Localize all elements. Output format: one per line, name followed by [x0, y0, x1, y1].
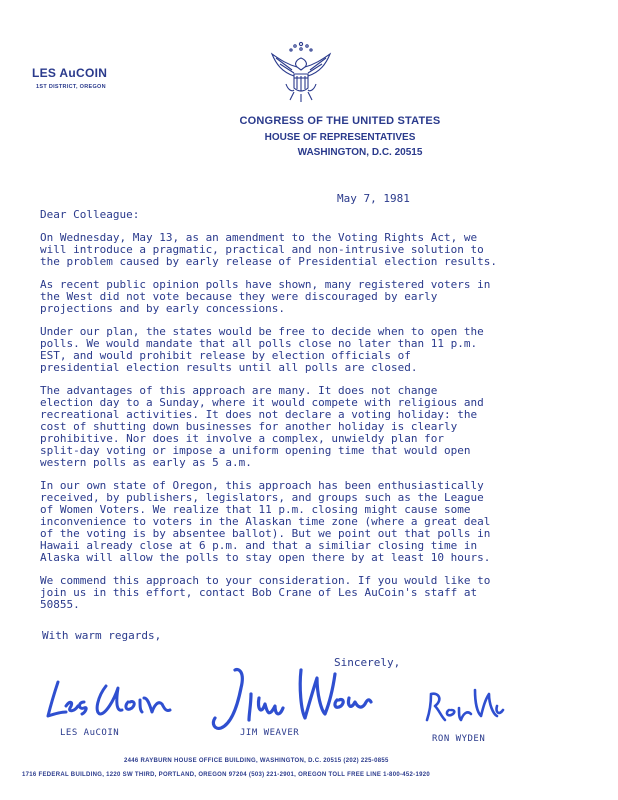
- eagle-seal-icon: [264, 34, 338, 108]
- letterhead: [200, 115, 480, 158]
- sender-name: LES AuCOIN: [32, 66, 108, 80]
- paragraph: [40, 326, 610, 374]
- paragraph-line: western polls as early as 5 a.m.: [40, 456, 252, 469]
- paragraph-line: the West did not vote because they were discouraged by early: [40, 290, 438, 303]
- letter-body: [40, 209, 610, 611]
- sender-district: 1ST DISTRICT, OREGON: [36, 84, 106, 90]
- paragraph-line: prohibitive. Nor does it involve a complex, unwieldy plan for: [40, 432, 444, 445]
- signature-wyden: [425, 686, 505, 726]
- signer-name-weaver: JIM WEAVER: [240, 728, 300, 738]
- signer-name-aucoin: LES AuCOIN: [60, 728, 120, 738]
- paragraph-line: of Women Voters. We realize that 11 p.m. closing might cause some: [40, 503, 471, 516]
- sender-block: [32, 66, 107, 90]
- paragraph-line: election day to a Sunday, where it would compete with religious and: [40, 396, 484, 409]
- paragraph-line: In our own state of Oregon, this approach has been enthusiastically: [40, 479, 484, 492]
- letter-date: May 7, 1981: [337, 192, 410, 205]
- paragraph-line: polls. We would mandate that all polls close no later than 11 p.m.: [40, 337, 478, 350]
- paragraph-line: We commend this approach to your consideration. If you would like to: [40, 574, 491, 587]
- paragraph-line: recreational activities. It does not declare a voting holiday: the: [40, 408, 478, 421]
- salutation: Dear Colleague:: [40, 208, 140, 221]
- paragraph: [40, 575, 610, 611]
- paragraph-line: Under our plan, the states would be free to decide when to open the: [40, 325, 484, 338]
- letterhead-congress: CONGRESS OF THE UNITED STATES: [239, 115, 441, 127]
- paragraph-line: The advantages of this approach are many. It does not change: [40, 384, 438, 397]
- paragraph-line: will introduce a pragmatic, practical and non-intrusive solution to: [40, 243, 484, 256]
- signer-name-wyden: RON WYDEN: [432, 734, 486, 744]
- paragraph-line: projections and by early concessions.: [40, 302, 286, 315]
- paragraph-line: of the voting is by absentee ballot). But we point out that polls in: [40, 527, 491, 540]
- paragraph-line: presidential election results until all polls are closed.: [40, 361, 418, 374]
- paragraph-line: cost of shutting down businesses for another holiday is clearly: [40, 420, 458, 433]
- paragraph-line: received, by publishers, legislators, and groups such as the League: [40, 491, 484, 504]
- paragraph-line: 50855.: [40, 598, 80, 611]
- paragraph-line: As recent public opinion polls have shown, many registered voters in: [40, 278, 491, 291]
- paragraph-line: join us in this effort, contact Bob Crane of Les AuCoin's staff at: [40, 586, 478, 599]
- paragraph-line: Hawaii already close at 6 p.m. and that a similiar closing time in: [40, 539, 478, 552]
- letterhead-address: WASHINGTON, D.C. 20515: [297, 147, 423, 158]
- letterhead-house: HOUSE OF REPRESENTATIVES: [264, 132, 416, 143]
- paragraph-line: inconvenience to voters in the Alaskan time zone (where a great deal: [40, 515, 491, 528]
- paragraph: [40, 480, 610, 564]
- paragraph-line: the problem caused by early release of Presidential election results.: [40, 255, 497, 268]
- closing: With warm regards,: [42, 629, 162, 642]
- paragraph-line: Alaska will allow the polls to stay open there by at least 10 hours.: [40, 551, 491, 564]
- sincerely: Sincerely,: [334, 656, 401, 669]
- signature-aucoin: [44, 676, 174, 722]
- paragraph-line: On Wednesday, May 13, as an amendment to the Voting Rights Act, we: [40, 231, 478, 244]
- paragraph: [40, 232, 610, 268]
- footer-portland-office: 1716 FEDERAL BUILDING, 1220 SW THIRD, PORTLAND, OREGON 97204 (503) 221-2901, OREGON TOLL FREE LINE 1-800-452-1920: [22, 772, 431, 778]
- paragraph-line: split-day voting or impose a uniform opening time that would open: [40, 444, 471, 457]
- paragraph-line: EST, and would prohibit release by election officials of: [40, 349, 411, 362]
- paragraph: [40, 385, 610, 469]
- signature-weaver: [205, 664, 375, 734]
- paragraph: [40, 279, 610, 315]
- footer-dc-office: 2446 RAYBURN HOUSE OFFICE BUILDING, WASHINGTON, D.C. 20515 (202) 225-0855: [124, 758, 389, 764]
